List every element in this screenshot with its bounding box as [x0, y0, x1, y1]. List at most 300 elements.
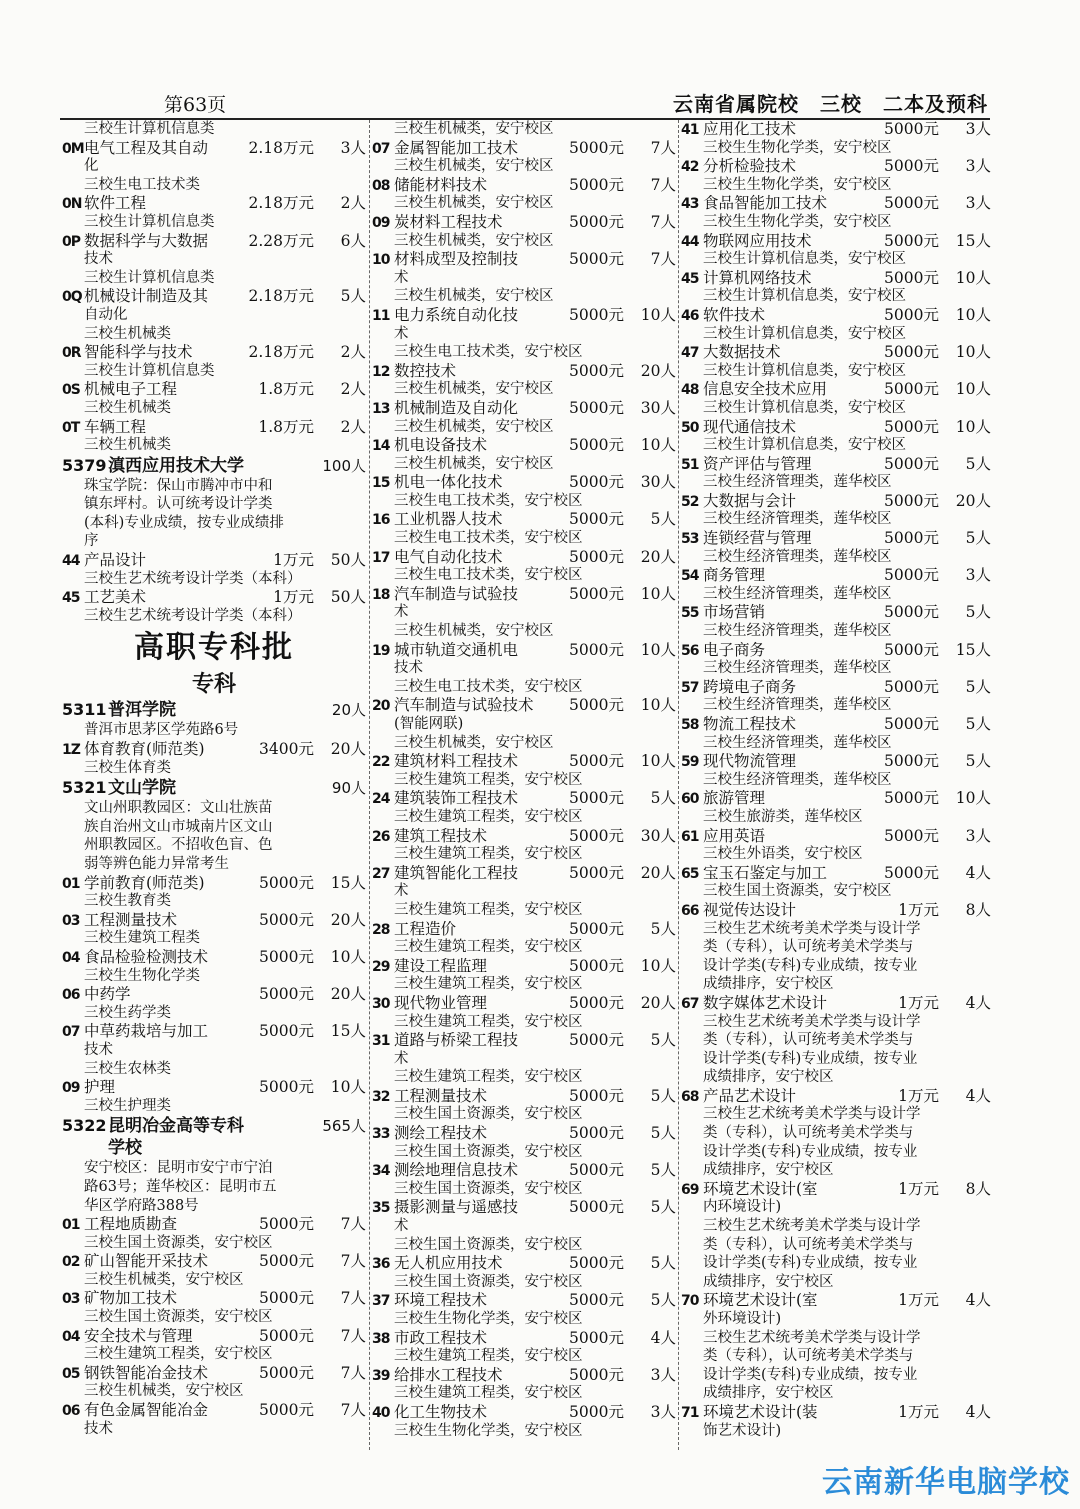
- tuition-fee: 5000元: [259, 985, 314, 1004]
- major-code: 02: [62, 1254, 80, 1271]
- remark-line: 三校生电工技术类，安宁校区: [394, 492, 583, 509]
- major-code: 12: [372, 363, 390, 380]
- remark-line: 三校生经济管理类，莲华校区: [703, 585, 892, 602]
- remark-line: 三校生经济管理类，莲华校区: [703, 697, 892, 714]
- major-code: 06: [62, 987, 80, 1004]
- enrollment-quota: 5人: [650, 1124, 676, 1143]
- remark-line: 类（专科），认可统考美术学类与: [703, 939, 914, 956]
- enrollment-quota: 10人: [955, 343, 991, 362]
- major-row: [372, 473, 676, 492]
- tuition-fee: 5000元: [884, 157, 939, 176]
- remark-line: 三校生建筑工程类，安宁校区: [394, 771, 583, 788]
- enrollment-quota: 3人: [340, 138, 366, 157]
- enrollment-quota: 10人: [955, 380, 991, 399]
- tuition-fee: 5000元: [884, 120, 939, 138]
- remark-line: 三校生建筑工程类，安宁校区: [394, 846, 583, 863]
- major-row: [62, 139, 366, 158]
- major-name: 食品检验检测技术: [84, 947, 209, 966]
- major-name: 数据科学与大数据: [84, 231, 209, 250]
- major-row: [372, 213, 676, 232]
- remark-line: 三校生生物化学类: [84, 967, 200, 984]
- major-name: 机电设备技术: [394, 436, 488, 455]
- major-row: [372, 864, 676, 883]
- major-name-continued: 术: [394, 604, 409, 621]
- major-name: 建筑材料工程技术: [394, 752, 519, 771]
- page-number: 第63页: [164, 94, 227, 116]
- remark-line: 类（专科），认可统考美术学类与: [703, 1348, 914, 1365]
- major-row: [62, 232, 366, 251]
- enrollment-quota: 5人: [965, 603, 991, 622]
- tuition-fee: 5000元: [884, 231, 939, 250]
- major-code: 07: [62, 1024, 80, 1041]
- enrollment-quota: 6人: [340, 231, 366, 250]
- major-name: 机械制造及自动化: [394, 398, 519, 417]
- batch-subtitle: 专科: [191, 672, 236, 698]
- tuition-fee: 5000元: [884, 343, 939, 362]
- major-name: 电力系统自动化技: [394, 305, 519, 324]
- major-row: [62, 948, 366, 967]
- major-code: 42: [681, 159, 699, 176]
- enrollment-quota: 5人: [650, 510, 676, 529]
- tuition-fee: 5000元: [259, 1401, 314, 1420]
- tuition-fee: 5000元: [569, 1198, 624, 1217]
- major-name-continued: 外环境设计): [703, 1311, 782, 1327]
- remark-line: 三校生电工技术类，安宁校区: [394, 567, 583, 584]
- major-name: 道路与桥梁工程技: [394, 1031, 519, 1050]
- remark-line: 设计学类(专科)专业成绩，按专业: [703, 957, 918, 974]
- remark-line: 三校生经济管理类，莲华校区: [703, 660, 892, 677]
- tuition-fee: 5000元: [569, 175, 624, 194]
- remark-line: 三校生计算机信息类: [84, 269, 215, 286]
- major-name: 化工生物技术: [394, 1402, 488, 1421]
- major-row: [372, 696, 676, 715]
- remark-line: 三校生国土资源类，安宁校区: [84, 1309, 273, 1326]
- major-name: 中草药栽培与加工: [84, 1022, 209, 1041]
- major-row: [681, 994, 991, 1013]
- major-row: [372, 1161, 676, 1180]
- major-name: 商务管理: [703, 566, 766, 585]
- tuition-fee: 5000元: [259, 1022, 314, 1041]
- major-row: [681, 157, 991, 176]
- enrollment-quota: 15人: [330, 873, 366, 892]
- tuition-fee: 5000元: [884, 677, 939, 696]
- major-name: 市场营销: [703, 603, 766, 622]
- major-row: [62, 287, 366, 306]
- section-title: 云南省属院校 三校 二本及预科: [673, 92, 988, 116]
- major-name-continued: 术: [394, 1050, 409, 1067]
- remark-line: 设计学类(专科)专业成绩，按专业: [703, 1143, 918, 1160]
- enrollment-quota: 7人: [650, 212, 676, 231]
- major-code: 50: [681, 419, 699, 436]
- tuition-fee: 5000元: [884, 194, 939, 213]
- major-code: 16: [372, 512, 390, 529]
- remark-line: 三校生计算机信息类，安宁校区: [703, 399, 906, 416]
- major-row: [62, 1215, 366, 1234]
- major-code: 70: [681, 1293, 699, 1310]
- major-code: 08: [372, 177, 390, 194]
- enrollment-quota: 20人: [331, 701, 366, 720]
- major-row: [62, 874, 366, 893]
- remark-line: 三校生机械类，安宁校区: [394, 623, 554, 640]
- major-name: 学前教育(师范类): [84, 873, 205, 892]
- university-row: [62, 777, 366, 799]
- remark-line: 成绩排序，安宁校区: [703, 1069, 834, 1086]
- enrollment-quota: 30人: [640, 826, 676, 845]
- major-name: 数字媒体艺术设计: [703, 993, 828, 1012]
- tuition-fee: 5000元: [569, 250, 624, 269]
- major-row: [681, 827, 991, 846]
- tuition-fee: 1万元: [898, 1402, 939, 1421]
- tuition-fee: 5000元: [259, 910, 314, 929]
- major-row: [681, 343, 991, 362]
- major-name: 车辆工程: [84, 417, 147, 436]
- major-row: [62, 194, 366, 213]
- major-code: 09: [62, 1080, 80, 1097]
- major-name: 连锁经营与管理: [703, 529, 812, 548]
- tuition-fee: 5000元: [569, 212, 624, 231]
- enrollment-quota: 10人: [640, 956, 676, 975]
- enrollment-quota: 15人: [955, 640, 991, 659]
- major-code: 10: [372, 252, 390, 269]
- remark-line: 三校生机械类: [84, 325, 171, 342]
- remark-line: 三校生艺术统考设计学类（本科）: [84, 607, 302, 624]
- major-name: 应用英语: [703, 826, 766, 845]
- major-name: 电气自动化技术: [394, 547, 503, 566]
- remark-line: 三校生建筑工程类，安宁校区: [394, 1069, 583, 1086]
- major-code: 15: [372, 475, 390, 492]
- enrollment-quota: 2人: [340, 417, 366, 436]
- tuition-fee: 5000元: [884, 752, 939, 771]
- major-code: 26: [372, 828, 390, 845]
- major-code: 04: [62, 1328, 80, 1345]
- tuition-fee: 5000元: [884, 640, 939, 659]
- major-row: [62, 1078, 366, 1097]
- major-name: 工程测量技术: [84, 910, 178, 929]
- enrollment-quota: 5人: [650, 789, 676, 808]
- university-name: 文山学院: [108, 778, 176, 799]
- tuition-fee: 2.18万元: [248, 138, 314, 157]
- remark-line: 三校生生物化学类，安宁校区: [703, 213, 892, 230]
- enrollment-quota: 20人: [640, 993, 676, 1012]
- remark-line: 三校生经济管理类，莲华校区: [703, 734, 892, 751]
- major-code: 51: [681, 456, 699, 473]
- major-name: 钢铁智能冶金技术: [84, 1363, 209, 1382]
- major-row: [372, 362, 676, 381]
- major-code: 65: [681, 865, 699, 882]
- major-row: [681, 1291, 991, 1310]
- tuition-fee: 2.18万元: [248, 287, 314, 306]
- remark-line: 三校生旅游类，莲华校区: [703, 808, 863, 825]
- tuition-fee: 1万元: [273, 588, 314, 607]
- university-name: 普洱学院: [108, 700, 176, 721]
- major-code: 06: [62, 1403, 80, 1420]
- major-name: 食品智能加工技术: [703, 194, 828, 213]
- major-name: 现代物业管理: [394, 993, 488, 1012]
- major-code: 28: [372, 921, 390, 938]
- major-row: [62, 740, 366, 759]
- major-code: 60: [681, 791, 699, 808]
- enrollment-quota: 8人: [965, 1179, 991, 1198]
- major-name: 旅游管理: [703, 789, 766, 808]
- major-code: 44: [62, 553, 80, 570]
- university-name-continued: 学校: [108, 1138, 142, 1159]
- major-row: [372, 250, 676, 269]
- enrollment-quota: 5人: [965, 715, 991, 733]
- major-code: 0N: [62, 196, 82, 213]
- university-code: 5311: [62, 700, 107, 720]
- enrollment-quota: 10人: [640, 436, 676, 455]
- enrollment-quota: 10人: [955, 417, 991, 436]
- major-code: 56: [681, 642, 699, 659]
- remark-line: 三校生教育类: [84, 893, 171, 910]
- tuition-fee: 5000元: [569, 398, 624, 417]
- tuition-fee: 5000元: [884, 491, 939, 510]
- major-name-continued: 技术: [394, 660, 423, 677]
- major-code: 32: [372, 1088, 390, 1105]
- major-code: 1Z: [62, 742, 80, 759]
- major-row: [681, 455, 991, 474]
- enrollment-quota: 3人: [965, 566, 991, 585]
- remark-line: 三校生经济管理类，莲华校区: [703, 771, 892, 788]
- tuition-fee: 2.28万元: [248, 231, 314, 250]
- tuition-fee: 5000元: [884, 603, 939, 622]
- major-code: 52: [681, 493, 699, 510]
- remark-line: 三校生计算机信息类，安宁校区: [703, 362, 906, 379]
- remark-line: 类（专科），认可统考美术学类与: [703, 1125, 914, 1142]
- enrollment-quota: 8人: [965, 900, 991, 919]
- remark-line: 三校生电工技术类: [84, 176, 200, 193]
- remark-line: 三校生国土资源类，安宁校区: [703, 883, 892, 900]
- major-code: 41: [681, 122, 699, 138]
- major-code: 13: [372, 400, 390, 417]
- enrollment-quota: 10人: [640, 640, 676, 659]
- remark-line: 三校生电工技术类，安宁校区: [394, 678, 583, 695]
- major-name: 数控技术: [394, 361, 457, 380]
- major-name: 电气工程及其自动: [84, 138, 209, 157]
- tuition-fee: 5000元: [569, 956, 624, 975]
- major-code: 45: [62, 590, 80, 607]
- enrollment-quota: 50人: [330, 588, 366, 607]
- major-name: 应用化工技术: [703, 120, 797, 138]
- remark-line: 弱等辨色能力异常考生: [84, 856, 229, 872]
- major-code: 01: [62, 875, 80, 892]
- major-name: 建设工程监理: [394, 956, 488, 975]
- major-code: 0Q: [62, 289, 82, 306]
- remark-line: 三校生农林类: [84, 1060, 171, 1077]
- enrollment-quota: 10人: [955, 789, 991, 808]
- major-code: 29: [372, 958, 390, 975]
- page-header: [60, 88, 990, 120]
- tuition-fee: 5000元: [569, 436, 624, 455]
- major-row: [62, 1289, 366, 1308]
- enrollment-quota: 7人: [650, 175, 676, 194]
- major-code: 61: [681, 828, 699, 845]
- major-code: 31: [372, 1033, 390, 1050]
- enrollment-quota: 7人: [340, 1252, 366, 1271]
- major-code: 47: [681, 345, 699, 362]
- major-row: [681, 678, 991, 697]
- major-name: 产品设计: [84, 551, 147, 570]
- remark-line: 三校生机械类，安宁校区: [394, 158, 554, 175]
- major-name: 汽车制造与试验技术: [394, 696, 534, 715]
- remark-line: 三校生艺术统考美术学类与设计学: [703, 1329, 921, 1346]
- enrollment-quota: 2人: [340, 343, 366, 362]
- major-row: [372, 1254, 676, 1273]
- enrollment-quota: 90人: [331, 779, 366, 798]
- major-code: 67: [681, 995, 699, 1012]
- major-row: [681, 864, 991, 883]
- major-name: 电子商务: [703, 640, 766, 659]
- major-name: 宝玉石鉴定与加工: [703, 863, 828, 882]
- major-code: 57: [681, 679, 699, 696]
- major-code: 20: [372, 698, 390, 715]
- tuition-fee: 5000元: [569, 1291, 624, 1310]
- major-row: [62, 551, 366, 570]
- remark-line: 三校生建筑工程类，安宁校区: [394, 939, 583, 956]
- remark-line: 三校生机械类，安宁校区: [394, 734, 554, 751]
- remark-line: 三校生生物化学类，安宁校区: [703, 139, 892, 156]
- tuition-fee: 5000元: [569, 752, 624, 771]
- major-row: [681, 641, 991, 660]
- remark-line: 三校生国土资源类，安宁校区: [394, 1180, 583, 1197]
- enrollment-quota: 4人: [650, 1328, 676, 1347]
- tuition-fee: 5000元: [884, 566, 939, 585]
- tuition-fee: 1万元: [898, 1086, 939, 1105]
- remark-line: 普洱市思茅区学苑路6号: [84, 722, 239, 739]
- major-code: 09: [372, 214, 390, 231]
- tuition-fee: 5000元: [569, 919, 624, 938]
- major-code: 24: [372, 791, 390, 808]
- remark-line: 三校生计算机信息类: [84, 213, 215, 230]
- major-row: [62, 1022, 366, 1041]
- remark-line: 三校生机械类: [84, 399, 171, 416]
- major-code: 0M: [62, 140, 84, 157]
- remark-line: 三校生护理类: [84, 1097, 171, 1114]
- major-code: 36: [372, 1256, 390, 1273]
- remark-line: 三校生艺术统考设计学类（本科）: [84, 570, 302, 587]
- tuition-fee: 5000元: [884, 789, 939, 808]
- major-name: 环境艺术设计(装: [703, 1402, 818, 1421]
- tuition-fee: 1万元: [898, 993, 939, 1012]
- tuition-fee: 5000元: [569, 993, 624, 1012]
- enrollment-quota: 5人: [965, 529, 991, 548]
- major-name: 体育教育(师范类): [84, 740, 205, 759]
- remark-line: 三校生计算机信息类，安宁校区: [703, 288, 906, 305]
- enrollment-quota: 4人: [965, 863, 991, 882]
- major-row: [62, 343, 366, 362]
- remark-line: 三校生建筑工程类，安宁校区: [394, 808, 583, 825]
- enrollment-quota: 2人: [340, 380, 366, 399]
- major-name-continued: 术: [394, 883, 409, 900]
- remark-line: 三校生机械类: [84, 437, 171, 454]
- remark-line: 三校生经济管理类，莲华校区: [703, 474, 892, 491]
- remark-line: 珠宝学院：保山市腾冲市中和: [84, 477, 273, 494]
- tuition-fee: 5000元: [884, 826, 939, 845]
- enrollment-quota: 10人: [955, 268, 991, 287]
- major-name: 机械设计制造及其: [84, 287, 209, 306]
- enrollment-quota: 5人: [965, 752, 991, 771]
- enrollment-quota: 2人: [340, 194, 366, 213]
- major-code: 58: [681, 717, 699, 733]
- remark-line: 三校生艺术统考美术学类与设计学: [703, 1013, 921, 1030]
- major-code: 30: [372, 995, 390, 1012]
- enrollment-quota: 20人: [640, 863, 676, 882]
- major-name: 摄影测量与遥感技: [394, 1198, 519, 1217]
- major-name: 市政工程技术: [394, 1328, 488, 1347]
- major-row: [681, 232, 991, 251]
- tuition-fee: 1万元: [898, 1179, 939, 1198]
- major-name: 给排水工程技术: [394, 1365, 503, 1384]
- major-name: 工业机器人技术: [394, 510, 503, 529]
- tuition-fee: 1万元: [273, 551, 314, 570]
- enrollment-quota: 20人: [955, 491, 991, 510]
- enrollment-quota: 5人: [650, 919, 676, 938]
- enrollment-quota: 5人: [650, 1161, 676, 1180]
- tuition-fee: 5000元: [259, 1252, 314, 1271]
- major-row: [62, 985, 366, 1004]
- major-row: [372, 827, 676, 846]
- university-row: [62, 1115, 366, 1137]
- major-name-continued: 自动化: [84, 306, 128, 323]
- tuition-fee: 5000元: [569, 1031, 624, 1050]
- major-row: [372, 957, 676, 976]
- major-row: [372, 176, 676, 195]
- major-name: 建筑智能化工程技: [394, 863, 519, 882]
- tuition-fee: 5000元: [569, 473, 624, 492]
- major-name-continued: 化: [84, 158, 99, 175]
- major-row: [372, 1403, 676, 1422]
- major-name: 产品艺术设计: [703, 1086, 797, 1105]
- tuition-fee: 5000元: [569, 789, 624, 808]
- tuition-fee: 5000元: [569, 696, 624, 715]
- remark-line: 三校生机械类，安宁校区: [394, 455, 554, 472]
- remark-line: 成绩排序，安宁校区: [703, 1385, 834, 1402]
- remark-line: 安宁校区：昆明市安宁市宁泊: [84, 1160, 273, 1177]
- major-name: 计算机网络技术: [703, 268, 812, 287]
- remark-line: 类（专科），认可统考美术学类与: [703, 1236, 914, 1253]
- major-row: [681, 603, 991, 622]
- major-name: 测绘工程技术: [394, 1124, 488, 1143]
- enrollment-quota: 20人: [330, 910, 366, 929]
- tuition-fee: 5000元: [259, 1289, 314, 1308]
- tuition-fee: 5000元: [884, 417, 939, 436]
- column-2: [372, 120, 676, 1440]
- major-row: [681, 492, 991, 511]
- enrollment-quota: 4人: [965, 1291, 991, 1310]
- major-row: [372, 1329, 676, 1348]
- major-name: 工程地质勘查: [84, 1215, 178, 1234]
- major-row: [372, 548, 676, 567]
- tuition-fee: 5000元: [569, 826, 624, 845]
- tuition-fee: 1万元: [898, 900, 939, 919]
- major-name: 分析检验技术: [703, 157, 797, 176]
- enrollment-quota: 3人: [650, 1402, 676, 1421]
- major-row: [62, 1252, 366, 1271]
- major-code: 27: [372, 865, 390, 882]
- major-row: [372, 585, 676, 604]
- university-name: 滇西应用技术大学: [108, 455, 244, 476]
- remark-line: 三校生经济管理类，莲华校区: [703, 623, 892, 640]
- remark-line: 三校生艺术统考美术学类与设计学: [703, 1106, 921, 1123]
- tuition-fee: 5000元: [569, 1365, 624, 1384]
- major-code: 53: [681, 531, 699, 548]
- university-name: 昆明冶金高等专科: [108, 1116, 244, 1137]
- remark-line: 三校生经济管理类，莲华校区: [703, 511, 892, 528]
- enrollment-quota: 5人: [650, 1254, 676, 1273]
- remark-line: 三校生药学类: [84, 1004, 171, 1021]
- major-code: 48: [681, 382, 699, 399]
- university-row: [62, 455, 366, 477]
